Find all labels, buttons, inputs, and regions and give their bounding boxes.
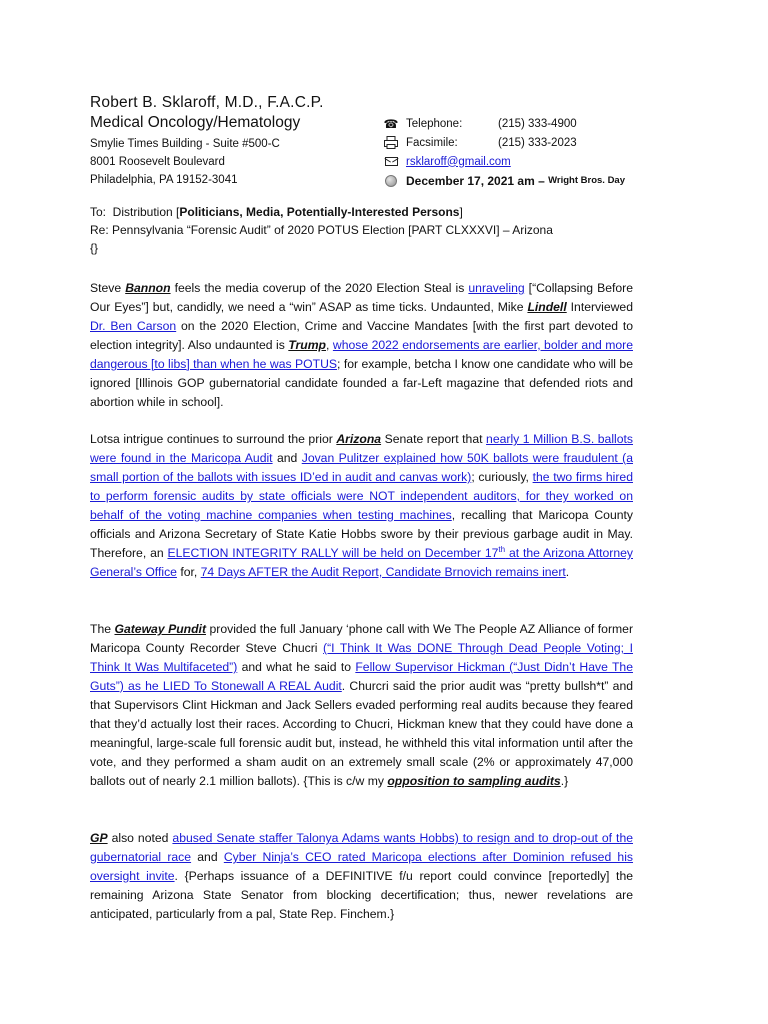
link-million-ballots[interactable]: nearly 1 Million B.S. ballots were found in the Maricopa Audit	[90, 432, 633, 465]
email-link[interactable]: rsklaroff@gmail.com	[406, 155, 511, 168]
text: Lotsa intrigue continues to surround the prior	[90, 432, 337, 446]
telephone-value: (215) 333-4900	[498, 117, 577, 130]
address-block	[90, 203, 650, 257]
address-line-3: Philadelphia, PA 19152-3041	[90, 174, 238, 186]
text: Senate report that	[381, 432, 487, 446]
opposition-sampling: opposition to sampling audits	[387, 774, 561, 788]
to-recipients: Politicians, Media, Potentially-Interested Persons	[179, 205, 460, 219]
link-74-days[interactable]: 74 Days AFTER the Audit Report, Candidate Brnovich remains inert	[200, 565, 566, 579]
text: . {Perhaps issuance of a DEFINITIVE f/u report could convince [reportedly] the remaining Arizona State Senator from blocking decertification; thus, newer revelations are anticipated, particularly from a pal, State Rep. Finchem.}	[90, 869, 633, 921]
text: .}	[560, 774, 569, 788]
fax-value: (215) 333-2023	[498, 136, 577, 149]
fax-row	[382, 133, 682, 152]
paragraph-4	[90, 829, 633, 924]
rally-text-2: at the Arizona Attorney General’s Office	[90, 546, 633, 579]
clock-icon	[382, 174, 400, 188]
gp-name: GP	[90, 831, 108, 845]
text: .	[565, 565, 570, 579]
paragraph-2	[90, 430, 633, 582]
lindell-name: Lindell	[527, 300, 567, 314]
text: . Churcri said the prior audit was “pretty bullsh*t” and that Supervisors Clint Hickman and Jack Sellers evaded performing real audits because they feared that they’d actually lost their races. According to Chucri, Hickman knew that they could have done a meaningful, large-scale full forensic audit but, instead, he withheld this vital information until after the vote, and they performed a sham audit on an extremely small scale (2% or approximately 47,000 ballots out of nearly 2.1 million ballots). {This is c/w my	[90, 679, 633, 788]
paragraph-1	[90, 279, 633, 412]
text: ; for example, betcha I know one candidate who will be ignored [Illinois GOP gubernatorial candidate founded a far-Left magazine that defended riots and abortion while in school].	[90, 357, 633, 409]
address-line-1: Smylie Times Building - Suite #500-C	[90, 138, 280, 150]
text: and	[191, 850, 224, 864]
telephone-label: Telephone:	[406, 117, 463, 130]
to-suffix: ]	[459, 205, 463, 219]
link-endorsements[interactable]: whose 2022 endorsements are earlier, bolder and more dangerous [to libs] than when he was POTUS	[90, 338, 633, 371]
date-row	[382, 171, 682, 190]
text: [“Collapsing Before Our Eyes”] but, candidly, we need a “win” ASAP as time ticks. Undaunted, Mike	[90, 281, 633, 314]
link-hickman[interactable]: Fellow Supervisor Hickman (“Just Didn’t Have The Guts”) as he LIED To Stonewall A REAL Audit	[90, 660, 633, 693]
text: also noted	[107, 831, 173, 845]
fax-icon	[382, 136, 400, 150]
email-row	[382, 152, 682, 171]
text: , recalling that Maricopa County officials and Arizona Secretary of State Katie Hobbs swore by their previous garbage audit in May. Therefore, an	[90, 508, 633, 560]
author-specialty: Medical Oncology/Hematology	[90, 114, 301, 131]
paragraph-3	[90, 620, 633, 791]
trump-name: Trump	[288, 338, 327, 352]
date-note: Wright Bros. Day	[548, 175, 625, 186]
text: Steve	[90, 281, 126, 295]
braces-line: {}	[90, 241, 99, 255]
telephone-row	[382, 114, 682, 133]
to-line	[90, 203, 650, 221]
text: The	[90, 622, 115, 636]
arizona-name: Arizona	[336, 432, 382, 446]
text: ,	[326, 338, 333, 352]
text: ; curiously,	[471, 470, 533, 484]
gateway-pundit-name: Gateway Pundit	[114, 622, 207, 636]
fax-label: Facsimile:	[406, 136, 458, 149]
date-separator: –	[534, 173, 549, 188]
link-unraveling[interactable]: unraveling	[468, 281, 525, 295]
to-prefix: To: Distribution [	[90, 205, 180, 219]
contact-block	[382, 114, 682, 190]
bannon-name: Bannon	[125, 281, 171, 295]
link-cyber-ninja[interactable]: Cyber Ninja’s CEO rated Maricopa elections after Dominion refused his oversight invite	[90, 850, 634, 883]
text: Interviewed	[566, 300, 633, 314]
re-line: Re: Pennsylvania “Forensic Audit” of 2020 POTUS Election [PART CLXXXVI] – Arizona	[90, 223, 553, 237]
link-pulitzer[interactable]: Jovan Pulitzer explained how 50K ballots were fraudulent (a small portion of the ballots with issues ID’ed in audit and canvas work)	[90, 451, 633, 484]
text: on the 2020 Election, Crime and Vaccine Mandates [with the first part devoted to election integrity]. Also undaunted is	[90, 319, 633, 352]
address-line-2: 8001 Roosevelt Boulevard	[90, 156, 225, 168]
letterhead-left	[90, 94, 390, 189]
link-dead-people[interactable]: (“I Think It Was DONE Through Dead People Voting; I Think It Was Multifaceted”)	[90, 641, 633, 674]
letter-date: December 17, 2021 am	[406, 173, 535, 188]
link-talonya-adams[interactable]: abused Senate staffer Talonya Adams wants Hobbs) to resign and to drop-out of the gubernatorial race	[90, 831, 633, 864]
text: provided the full January ‘phone call with We The People AZ Alliance of former Maricopa County Recorder Steve Chucri	[90, 622, 633, 655]
text: and	[272, 451, 302, 465]
link-carson[interactable]: Dr. Ben Carson	[90, 319, 177, 333]
text: for,	[176, 565, 201, 579]
author-name: Robert B. Sklaroff, M.D., F.A.C.P.	[90, 94, 324, 111]
telephone-icon: ☎	[383, 116, 399, 131]
text: feels the media coverup of the 2020 Election Steal is	[170, 281, 469, 295]
link-firms[interactable]: the two firms hired to perform forensic audits by state officials were NOT independent auditors, for they worked on behalf of the voting machine companies when testing machines	[90, 470, 633, 522]
rally-text: ELECTION INTEGRITY RALLY will be held on December 17	[167, 546, 499, 560]
text: and what he said to	[237, 660, 356, 674]
rally-sup: th	[498, 544, 506, 554]
mail-icon	[382, 155, 400, 169]
